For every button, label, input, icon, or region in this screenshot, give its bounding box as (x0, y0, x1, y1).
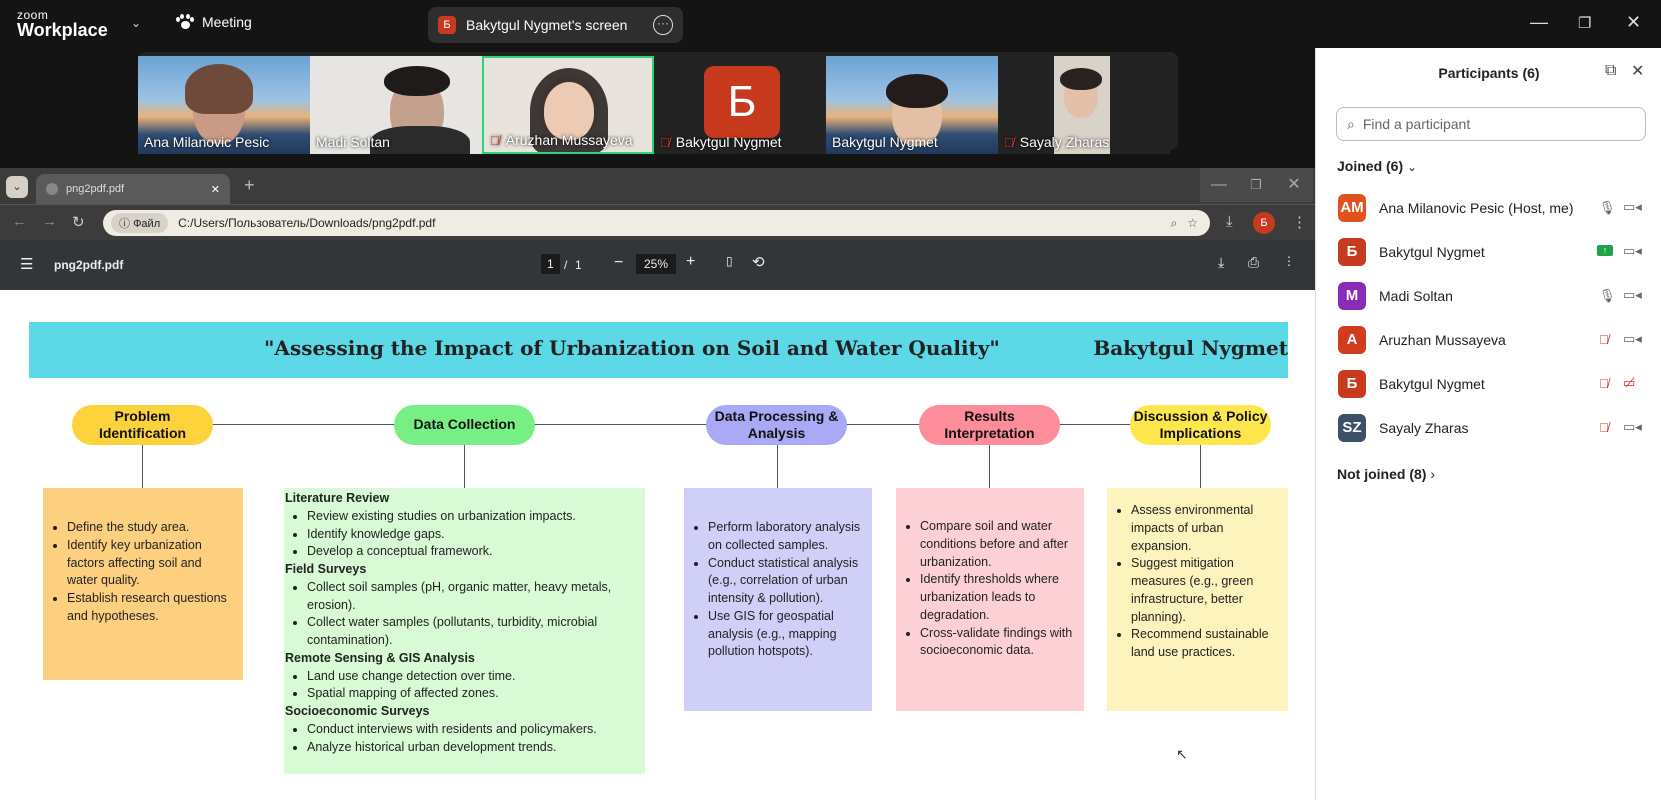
step-processing: Data Processing & Analysis (706, 405, 847, 445)
video-tile[interactable] (654, 56, 826, 154)
tile-name: Madi Soltan (316, 134, 390, 150)
minimize-icon[interactable]: — (1200, 168, 1238, 202)
close-icon[interactable]: ✕ (1275, 168, 1313, 202)
step-discussion: Discussion & Policy Implications (1130, 405, 1271, 445)
tab-strip (0, 168, 1315, 204)
connector (989, 445, 990, 489)
processing-box (684, 488, 872, 711)
screen-share-label: Bakytgul Nygmet's screen (466, 17, 628, 33)
discussion-box (1107, 488, 1288, 711)
document-banner (29, 322, 1288, 378)
page-total: 1 (575, 258, 582, 272)
tile-name: Bakytgul Nygmet (832, 134, 938, 150)
download-icon[interactable]: ⤓ (1226, 213, 1233, 230)
back-icon[interactable]: ← (12, 213, 27, 230)
chevron-right-icon: › (1430, 466, 1435, 482)
avatar: SZ (1338, 414, 1366, 442)
step-results: Results Interpretation (919, 405, 1060, 445)
list-item: • Identify thresholds where urbanization leads to degradation. (920, 571, 1078, 624)
zoom-input[interactable]: 25% (636, 254, 676, 274)
participant-name: Aruzhan Mussayeva (1379, 332, 1506, 348)
list-item: • Assess environmental impacts of urban expansion. (1131, 502, 1282, 555)
close-tab-icon[interactable]: ✕ (210, 183, 220, 196)
list-item: • Identify key urbanization factors affecting soil and water quality. (67, 537, 235, 590)
video-tile[interactable] (482, 56, 654, 154)
participant-name: Madi Soltan (1379, 288, 1453, 304)
mic-muted-icon: 🎙̸ (1004, 134, 1014, 150)
logo-bottom: Workplace (17, 20, 108, 40)
participant-name: Bakytgul Nygmet (1379, 244, 1485, 260)
avatar: Б (438, 16, 456, 34)
star-icon[interactable]: ☆ (1187, 216, 1198, 230)
mic-muted-icon: 🎙̸ (660, 134, 670, 150)
logo-top: zoom (17, 8, 49, 22)
tab-title: png2pdf.pdf (66, 183, 125, 195)
avatar: Б (1338, 238, 1366, 266)
cursor-icon: ↖ (1176, 746, 1188, 762)
globe-icon (46, 183, 58, 195)
gallery-strip (138, 52, 1178, 150)
zoom-icon[interactable]: ⌕ (1170, 215, 1178, 230)
pdf-filename: png2pdf.pdf (54, 258, 124, 272)
video-icon[interactable]: ▭◂ (1623, 199, 1642, 214)
mic-icon[interactable]: 🎙 (1599, 288, 1616, 303)
video-icon[interactable]: ▭◂ (1623, 419, 1642, 434)
profile-avatar[interactable]: Б (1253, 212, 1275, 234)
mic-icon[interactable]: 🎙 (1599, 200, 1616, 215)
collection-box (284, 488, 645, 774)
screen-share-pill[interactable] (428, 7, 683, 43)
problem-box (43, 488, 243, 680)
download-icon[interactable]: ⤓ (1218, 254, 1225, 270)
list-item: • Define the study area. (67, 519, 235, 537)
page-input[interactable]: 1 (541, 254, 560, 274)
not-joined-section[interactable]: Not joined (8) › (1337, 466, 1435, 482)
panel-title: Participants (6) (1438, 65, 1540, 81)
tile-name: 🎙̸ Sayaly Zharas (1004, 134, 1110, 150)
list-item: • Use GIS for geospatial analysis (e.g., mapping pollution hotspots). (708, 608, 866, 661)
list-item: • Land use change detection over time. (307, 668, 639, 686)
list-item: • Review existing studies on urbanization impacts. (307, 508, 639, 526)
video-icon[interactable]: ▭◂ (1623, 287, 1642, 302)
connector (142, 445, 143, 489)
page-sep: / (564, 258, 568, 272)
section-heading: Remote Sensing & GIS Analysis (285, 650, 475, 665)
list-item: • Analyze historical urban development trends. (307, 739, 639, 757)
participants-panel (1315, 48, 1661, 800)
list-item: • Develop a conceptual framework. (307, 543, 639, 561)
list-item: • Recommend sustainable land use practices. (1131, 626, 1282, 662)
avatar: Б (704, 66, 780, 138)
video-icon[interactable]: ▭◂ (1623, 243, 1642, 258)
search-input[interactable] (1336, 107, 1646, 141)
list-item: • Suggest mitigation measures (e.g., green infrastructure, better planning). (1131, 555, 1282, 626)
video-tile[interactable] (138, 56, 310, 154)
meeting-label: Meeting (202, 14, 252, 30)
avatar: M (1338, 282, 1366, 310)
participant-name: Ana Milanovic Pesic (Host, me) (1379, 200, 1574, 216)
connector (777, 445, 778, 489)
tab-pdf[interactable] (36, 174, 230, 204)
close-icon[interactable]: ✕ (1631, 63, 1645, 80)
list-item: • Conduct interviews with residents and policymakers. (307, 721, 639, 739)
document-author: Bakytgul Nygmet (1093, 336, 1288, 360)
avatar: Б (1338, 370, 1366, 398)
rotate-icon[interactable]: ⟲ (752, 254, 765, 271)
video-tile[interactable] (310, 56, 482, 154)
section-heading: Field Surveys (285, 562, 367, 576)
chevron-down-icon: ⌄ (1407, 160, 1418, 174)
avatar: AM (1338, 194, 1366, 222)
meeting-menu[interactable] (176, 14, 252, 30)
mic-muted-icon: 🎙̸ (490, 132, 500, 148)
video-gallery (0, 48, 1315, 168)
list-item: • Collect soil samples (pH, organic matter, heavy metals, erosion). (307, 579, 639, 615)
document-title: "Assessing the Impact of Urbanization on Soil and Water Quality" (264, 336, 1000, 360)
minimize-icon[interactable]: — (1530, 12, 1548, 32)
file-chip[interactable]: ⓘ Файл (111, 213, 168, 233)
tile-name: 🎙̸ Aruzhan Mussayeva (490, 132, 633, 148)
connector (464, 445, 465, 489)
results-box (896, 488, 1084, 711)
print-icon[interactable]: ⎙ (1248, 254, 1260, 270)
participant-name: Sayaly Zharas (1379, 420, 1469, 436)
video-tile[interactable] (998, 56, 1170, 154)
list-item: • Cross-validate findings with socioeconomic data. (920, 625, 1078, 661)
video-off-icon[interactable]: ▭̸ (1623, 375, 1636, 390)
forward-icon[interactable]: → (42, 213, 57, 230)
close-icon[interactable]: ✕ (1626, 12, 1642, 32)
zoom-titlebar (0, 0, 1661, 48)
mic-muted-icon[interactable]: 🎙̸ (1599, 420, 1609, 435)
restore-icon[interactable]: ❐ (1578, 15, 1592, 32)
step-collection: Data Collection (394, 405, 535, 445)
url-text: C:/Users/Пользователь/Downloads/png2pdf.pdf (178, 216, 436, 230)
list-item: • Establish research questions and hypotheses. (67, 590, 235, 626)
menu-dots-icon[interactable]: ⋮ (1292, 214, 1307, 231)
hamburger-icon[interactable]: ☰ (20, 256, 34, 273)
mic-muted-icon[interactable]: 🎙̸ (1599, 332, 1609, 347)
participant-name: Bakytgul Nygmet (1379, 376, 1485, 392)
tile-name: 🎙̸ Bakytgul Nygmet (660, 134, 782, 150)
reload-icon[interactable]: ↻ (72, 214, 85, 231)
address-bar-row (0, 204, 1315, 240)
section-heading: Literature Review (285, 491, 390, 505)
list-item: • Collect water samples (pollutants, turbidity, microbial contamination). (307, 614, 639, 650)
step-problem: Problem Identification (72, 405, 213, 445)
new-tab-icon[interactable]: + (244, 175, 255, 195)
video-icon[interactable]: ▭◂ (1623, 331, 1642, 346)
zoom-out-icon[interactable]: − (614, 254, 624, 271)
zoom-in-icon[interactable]: + (686, 253, 696, 270)
mic-muted-icon[interactable]: 🎙̸ (1599, 376, 1609, 391)
pdf-toolbar (0, 240, 1315, 290)
joined-section[interactable]: Joined (6) ⌄ (1337, 158, 1418, 174)
list-item: • Compare soil and water conditions before and after urbanization. (920, 518, 1078, 571)
more-options-icon[interactable]: ··· (653, 15, 673, 35)
menu-dots-icon[interactable]: ⋮ (1283, 254, 1295, 268)
connector (1200, 445, 1201, 489)
video-tile[interactable] (826, 56, 998, 154)
chevron-down-icon[interactable]: ⌄ (131, 16, 142, 30)
paw-icon (176, 14, 194, 30)
list-item: • Identify knowledge gaps. (307, 526, 639, 544)
zoom-logo[interactable] (17, 9, 108, 39)
search-placeholder: Find a participant (1362, 116, 1471, 132)
section-heading: Socioeconomic Surveys (285, 704, 430, 718)
restore-icon[interactable]: ❐ (1237, 168, 1275, 202)
fit-page-icon[interactable]: ▯ (726, 254, 733, 268)
share-screen-icon: ↑ (1597, 245, 1613, 256)
url-field[interactable] (103, 210, 1210, 236)
tab-search-icon[interactable]: ⌄ (6, 176, 28, 198)
tile-name: Ana Milanovic Pesic (144, 134, 270, 150)
avatar: A (1338, 326, 1366, 354)
list-item: • Conduct statistical analysis (e.g., correlation of urban intensity & pollution). (708, 555, 866, 608)
list-item: • Spatial mapping of affected zones. (307, 685, 639, 703)
popout-icon[interactable]: ⧉ (1605, 62, 1617, 79)
search-icon: ⌕ (1347, 115, 1355, 132)
list-item: • Perform laboratory analysis on collected samples. (708, 519, 866, 555)
